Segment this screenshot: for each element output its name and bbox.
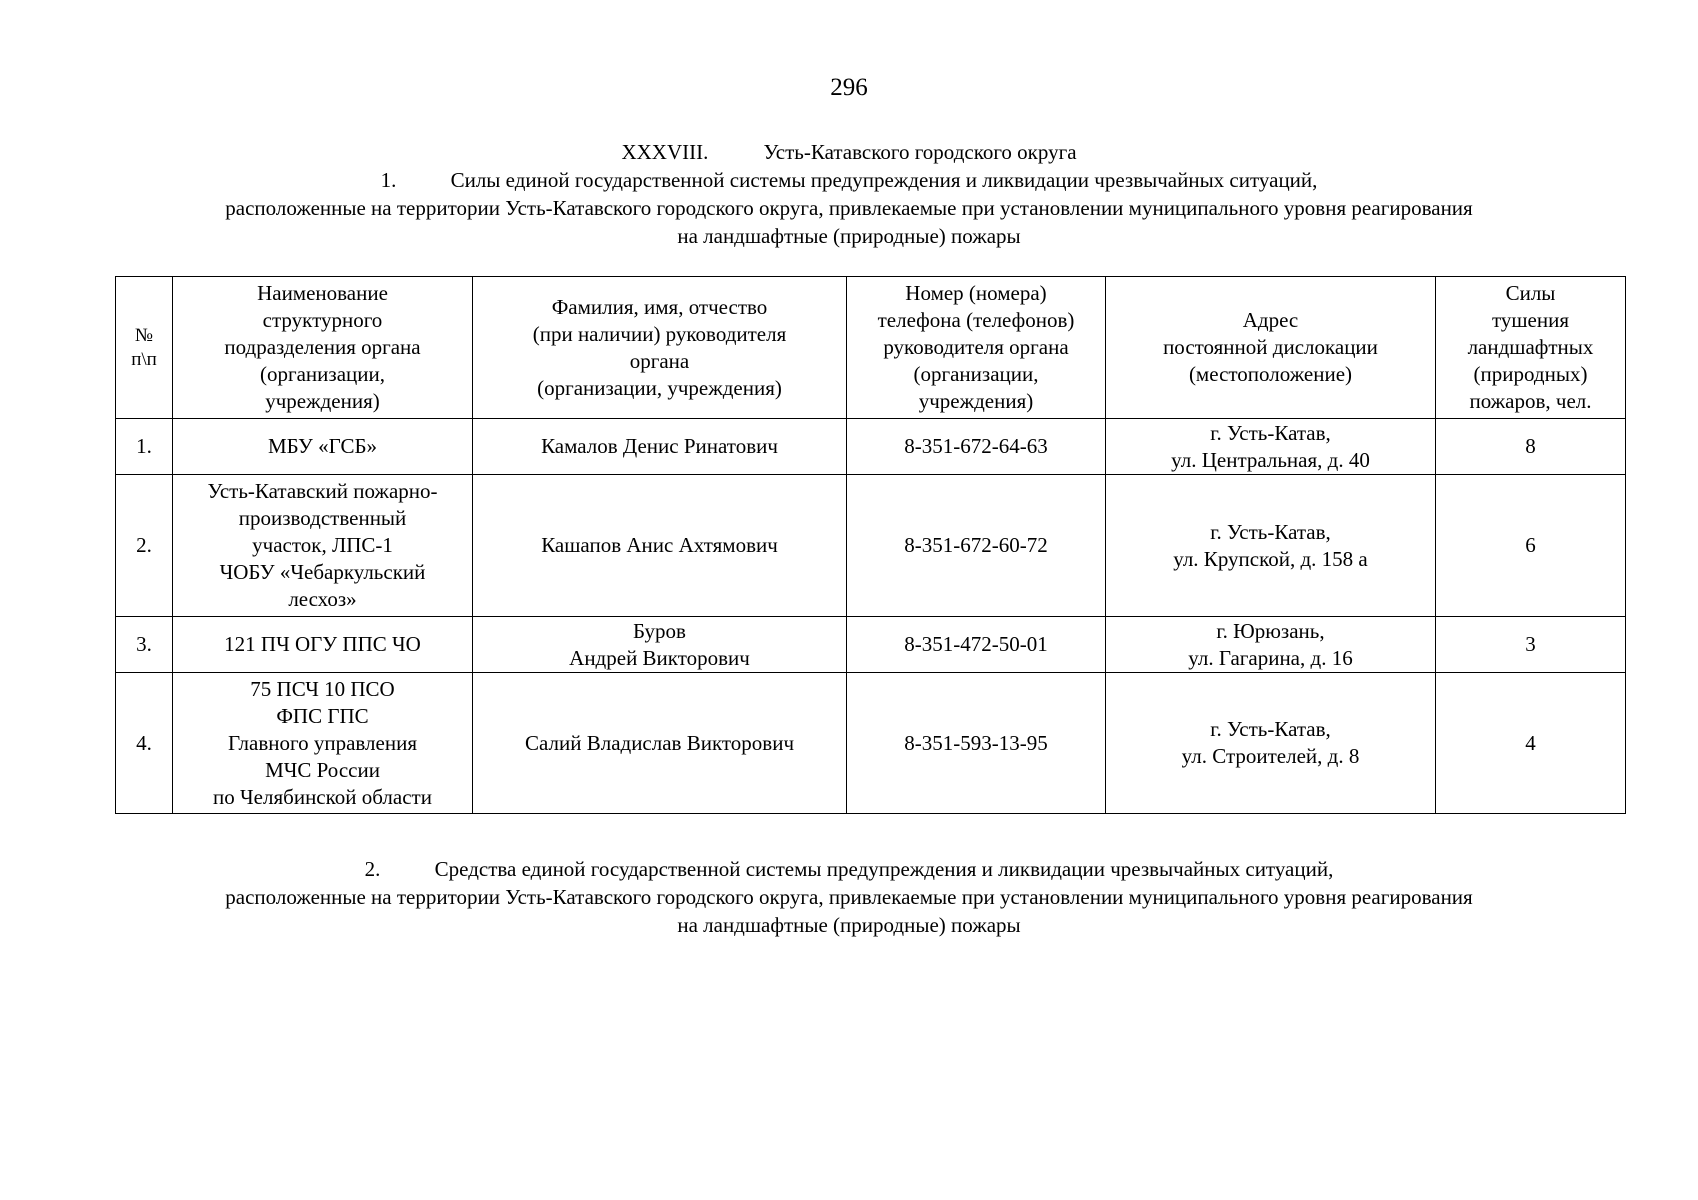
section-roman-numeral: XXXVIII. xyxy=(621,140,709,164)
cell-forces: 4 xyxy=(1436,673,1626,814)
cell-unit: 121 ПЧ ОГУ ППС ЧО xyxy=(173,617,473,673)
cell-head: Камалов Денис Ринатович xyxy=(473,419,847,475)
cell-phone: 8-351-472-50-01 xyxy=(847,617,1106,673)
cell-num: 3. xyxy=(116,617,173,673)
heading-line-3: на ландшафтные (природные) пожары xyxy=(677,224,1021,248)
cell-num: 2. xyxy=(116,475,173,617)
cell-forces: 3 xyxy=(1436,617,1626,673)
heading-text-1: Силы единой государственной системы предупреждения и ликвидации чрезвычайных ситуаций, xyxy=(450,168,1318,192)
forces-table xyxy=(115,276,1626,814)
heading-title-line xyxy=(0,138,1698,166)
item-number: 1. xyxy=(380,168,397,192)
cell-forces: 8 xyxy=(1436,419,1626,475)
table-row xyxy=(116,475,1626,617)
table-row xyxy=(116,419,1626,475)
cell-address: г. Усть-Катав, ул. Крупской, д. 158 а xyxy=(1106,475,1436,617)
cell-head: Кашапов Анис Ахтямович xyxy=(473,475,847,617)
table-row xyxy=(116,673,1626,814)
cell-address: г. Усть-Катав, ул. Центральная, д. 40 xyxy=(1106,419,1436,475)
heading-line-2: расположенные на территории Усть-Катавского городского округа, привлекаемые при установлении муниципального уровня реагирования xyxy=(225,196,1473,220)
cell-head: Буров Андрей Викторович xyxy=(473,617,847,673)
header-address: Адрес постоянной дислокации (местоположение) xyxy=(1106,277,1436,419)
heading-line-3: на ландшафтные (природные) пожары xyxy=(677,913,1021,937)
district-name: Усть-Катавского городского округа xyxy=(763,140,1077,164)
cell-head: Салий Владислав Викторович xyxy=(473,673,847,814)
heading-text-1: Средства единой государственной системы предупреждения и ликвидации чрезвычайных ситуаций, xyxy=(434,857,1334,881)
section-heading-2 xyxy=(0,855,1698,939)
cell-phone: 8-351-593-13-95 xyxy=(847,673,1106,814)
cell-forces: 6 xyxy=(1436,475,1626,617)
item-number: 2. xyxy=(364,857,381,881)
cell-phone: 8-351-672-60-72 xyxy=(847,475,1106,617)
heading-line-1 xyxy=(0,855,1698,883)
table-row xyxy=(116,617,1626,673)
section-heading-1 xyxy=(0,138,1698,250)
header-head-name: Фамилия, имя, отчество (при наличии) руководителя органа (организации, учреждения) xyxy=(473,277,847,419)
cell-address: г. Усть-Катав, ул. Строителей, д. 8 xyxy=(1106,673,1436,814)
cell-unit: 75 ПСЧ 10 ПСО ФПС ГПС Главного управления МЧС России по Челябинской области xyxy=(173,673,473,814)
header-unit-name: Наименование структурного подразделения органа (организации, учреждения) xyxy=(173,277,473,419)
cell-num: 4. xyxy=(116,673,173,814)
cell-unit: МБУ «ГСБ» xyxy=(173,419,473,475)
header-number: № п\п xyxy=(116,277,173,419)
header-forces: Силы тушения ландшафтных (природных) пожаров, чел. xyxy=(1436,277,1626,419)
heading-line-2: расположенные на территории Усть-Катавского городского округа, привлекаемые при установлении муниципального уровня реагирования xyxy=(225,885,1473,909)
cell-phone: 8-351-672-64-63 xyxy=(847,419,1106,475)
heading-line-1 xyxy=(0,166,1698,194)
cell-unit: Усть-Катавский пожарно- производственный участок, ЛПС-1 ЧОБУ «Чебаркульский лесхоз» xyxy=(173,475,473,617)
table-header-row xyxy=(116,277,1626,419)
cell-num: 1. xyxy=(116,419,173,475)
page-number: 296 xyxy=(830,74,868,101)
cell-address: г. Юрюзань, ул. Гагарина, д. 16 xyxy=(1106,617,1436,673)
header-phone: Номер (номера) телефона (телефонов) руководителя органа (организации, учреждения) xyxy=(847,277,1106,419)
